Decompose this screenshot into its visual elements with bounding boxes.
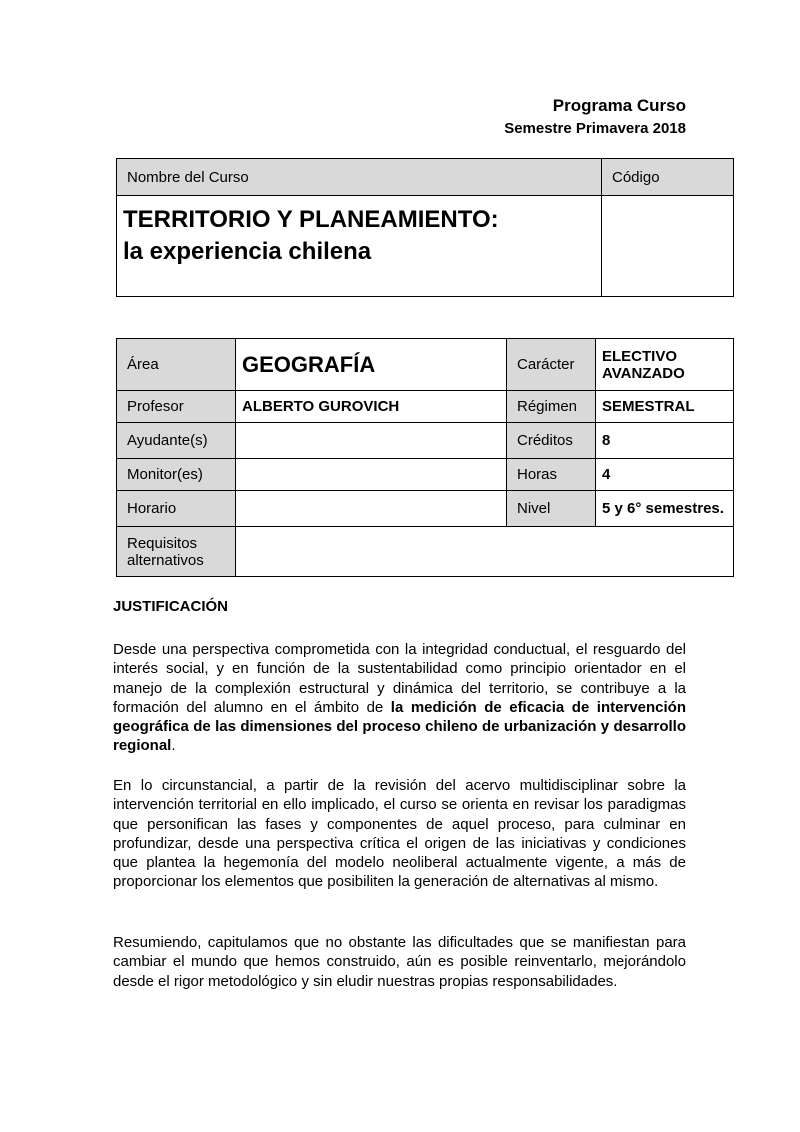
requisitos-label bbox=[117, 527, 236, 577]
caracter-value-line1: ELECTIVO bbox=[602, 347, 678, 365]
horas-label: Horas bbox=[507, 459, 596, 491]
regimen-value: SEMESTRAL bbox=[596, 391, 734, 423]
caracter-value bbox=[596, 339, 734, 391]
p1-text-bold: la medición de eficacia de intervención geográfica de las dimensiones del proceso chileno de urbanización y desarrollo regional bbox=[113, 698, 686, 755]
ayudantes-label: Ayudante(s) bbox=[117, 423, 236, 459]
course-info-table bbox=[116, 338, 734, 577]
requisitos-label-line1: Requisitos bbox=[127, 534, 198, 552]
creditos-label: Créditos bbox=[507, 423, 596, 459]
monitores-value bbox=[236, 459, 507, 491]
nivel-label: Nivel bbox=[507, 491, 596, 527]
justificacion-paragraph-2: En lo circunstancial, a partir de la revisión del acervo multidisciplinar sobre la intervención territorial en ello implicado, el curso se orienta en revisar los paradigmas que personifican las fases y componentes de aquel proceso, para culminar en profundizar, desde una perspectiva crítica el origen de las iniciativas y condiciones que plantea la hegemonía del modelo neoliberal actualmente vigente, a más de proporcionar los elementos que posibiliten la generación de alternativas al mismo. bbox=[113, 777, 686, 891]
horario-label: Horario bbox=[117, 491, 236, 527]
area-label: Área bbox=[117, 339, 236, 391]
document-title: Programa Curso bbox=[552, 96, 686, 115]
monitores-label: Monitor(es) bbox=[117, 459, 236, 491]
area-value: GEOGRAFÍA bbox=[236, 339, 507, 391]
requisitos-value bbox=[236, 527, 734, 577]
justificacion-paragraph-3: Resumiendo, capitulamos que no obstante las dificultades que se manifiestan para cambiar el mundo que hemos construido, aún es posible reinventarlo, mejorándolo desde el rigor metodológico y sin eludir nuestras propias responsabilidades. bbox=[113, 934, 686, 990]
p1-text-start: Desde una perspectiva comprometida con la integridad conductual, el resguardo del interés social, y en función de la sustentabilidad como principio orientador en el manejo de la complexión estructural y dinámica del territorio, se contribuye a la formación del alumno en el ámbito de bbox=[113, 641, 686, 716]
requisitos-label-line2: alternativos bbox=[127, 551, 204, 569]
p1-text-end: . bbox=[171, 737, 176, 755]
regimen-label: Régimen bbox=[507, 391, 596, 423]
creditos-value: 8 bbox=[596, 423, 734, 459]
course-code-value bbox=[602, 196, 734, 297]
horas-value: 4 bbox=[596, 459, 734, 491]
course-name-value bbox=[117, 196, 602, 297]
justificacion-paragraph-1 bbox=[113, 640, 686, 756]
course-name-table bbox=[116, 158, 734, 297]
semester-label: Semestre Primavera 2018 bbox=[504, 120, 686, 137]
course-name-label: Nombre del Curso bbox=[117, 159, 602, 196]
horario-value bbox=[236, 491, 507, 527]
profesor-label: Profesor bbox=[117, 391, 236, 423]
nivel-value: 5 y 6° semestres. bbox=[596, 491, 734, 527]
profesor-value: ALBERTO GUROVICH bbox=[236, 391, 507, 423]
course-name-line1: TERRITORIO Y PLANEAMIENTO: bbox=[123, 206, 499, 233]
course-code-label: Código bbox=[602, 159, 734, 196]
caracter-label: Carácter bbox=[507, 339, 596, 391]
ayudantes-value bbox=[236, 423, 507, 459]
course-name-line2: la experiencia chilena bbox=[123, 238, 372, 265]
caracter-value-line2: AVANZADO bbox=[602, 364, 685, 382]
justificacion-heading: JUSTIFICACIÓN bbox=[113, 598, 229, 615]
